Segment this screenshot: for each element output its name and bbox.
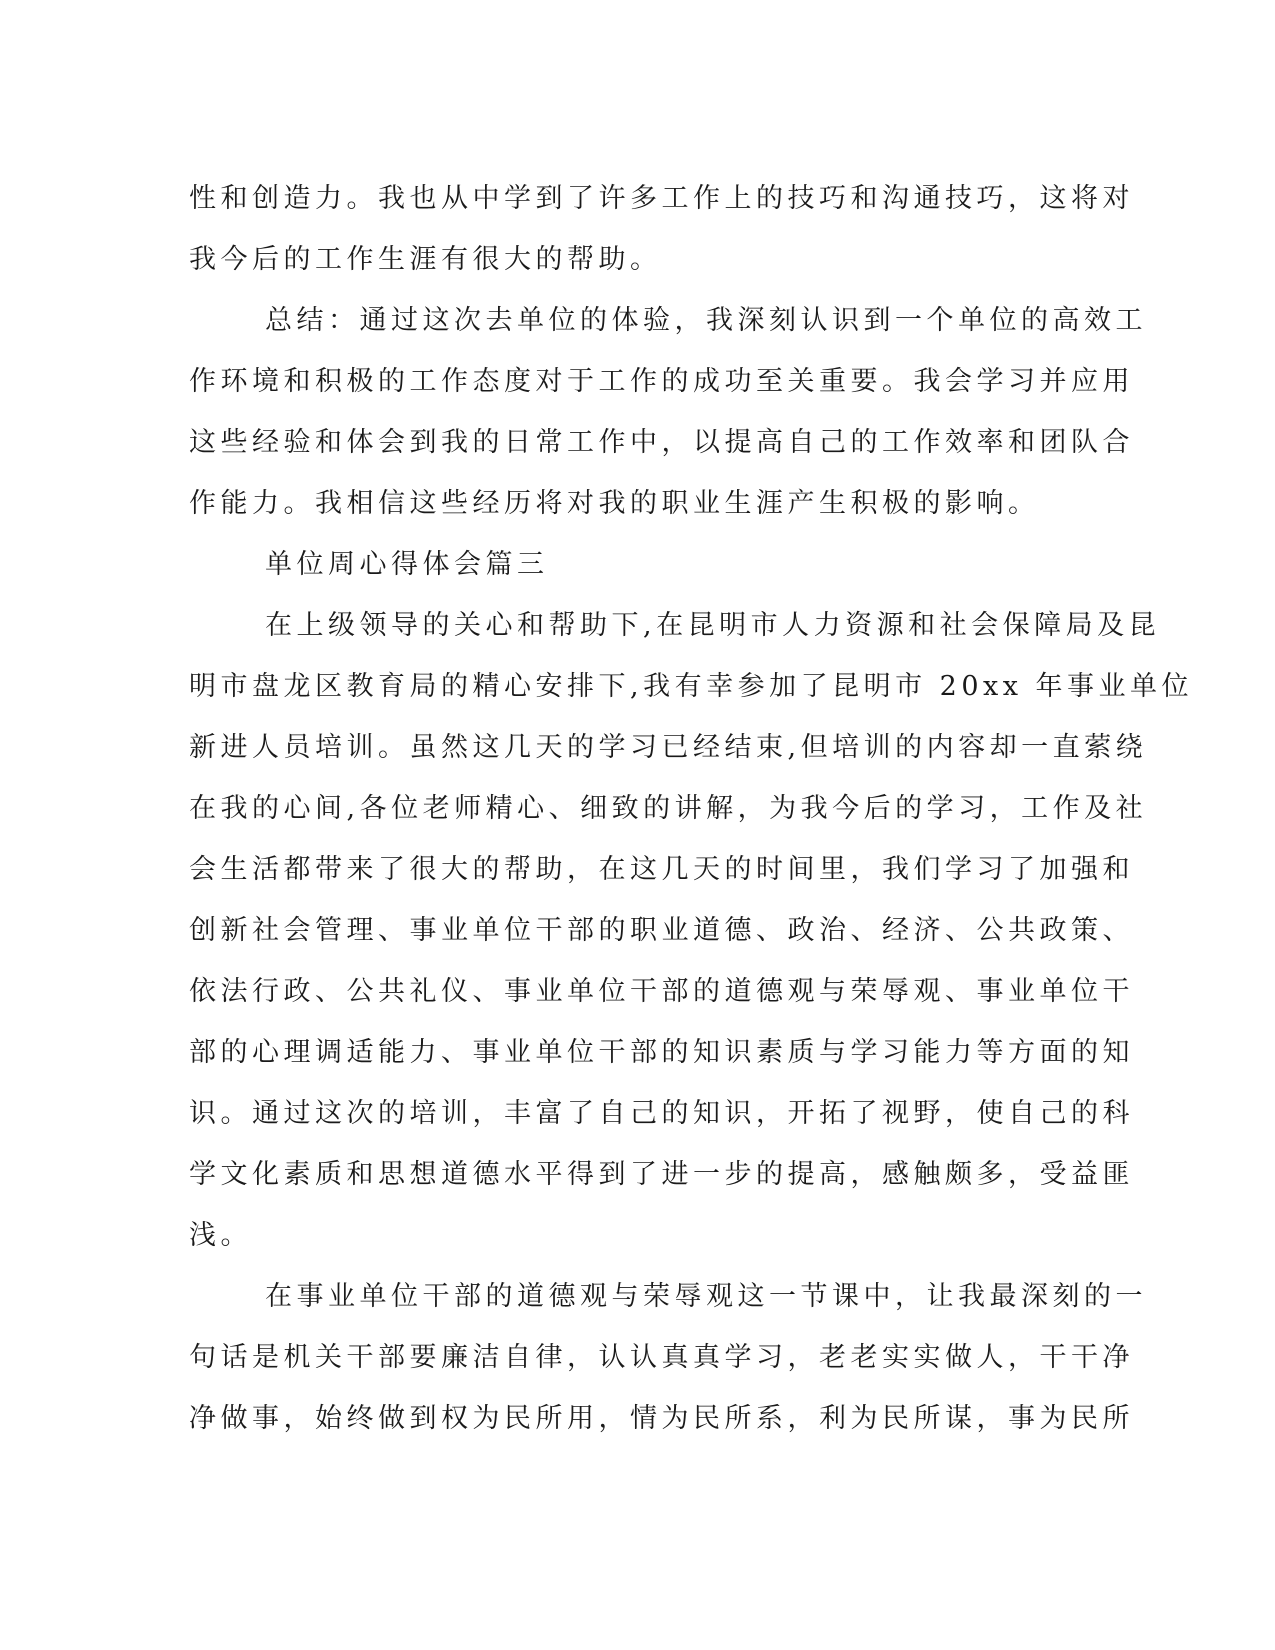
text-line: 作环境和积极的工作态度对于工作的成功至关重要。我会学习并应用: [189, 366, 1134, 397]
text-line: 学文化素质和思想道德水平得到了进一步的提高，感触颇多，受益匪: [189, 1159, 1134, 1190]
text-line: 句话是机关干部要廉洁自律，认认真真学习，老老实实做人，干干净: [189, 1342, 1134, 1373]
text-line: 识。通过这次的培训，丰富了自己的知识，开拓了视野，使自己的科: [189, 1098, 1134, 1129]
text-line: 净做事，始终做到权为民所用，情为民所系，利为民所谋，事为民所: [189, 1403, 1134, 1434]
document-body: [189, 168, 1194, 1449]
text-line: 新进人员培训。虽然这几天的学习已经结束,但培训的内容却一直萦绕: [189, 732, 1148, 763]
text-line: 总结：通过这次去单位的体验，我深刻认识到一个单位的高效工: [265, 305, 1147, 336]
text-line: 会生活都带来了很大的帮助，在这几天的时间里，我们学习了加强和: [189, 854, 1134, 885]
text-line: 在我的心间,各位老师精心、细致的讲解，为我今后的学习，工作及社: [189, 793, 1148, 824]
text-line: 明市盘龙区教育局的精心安排下,我有幸参加了昆明市 20xx 年事业单位: [189, 671, 1194, 702]
text-line: 浅。: [189, 1220, 252, 1251]
text-line: 依法行政、公共礼仪、事业单位干部的道德观与荣辱观、事业单位干: [189, 976, 1134, 1007]
text-line: 在上级领导的关心和帮助下,在昆明市人力资源和社会保障局及昆: [265, 610, 1161, 641]
text-line: 作能力。我相信这些经历将对我的职业生涯产生积极的影响。: [189, 488, 1040, 519]
text-line: 在事业单位干部的道德观与荣辱观这一节课中，让我最深刻的一: [265, 1281, 1147, 1312]
text-line: 我今后的工作生涯有很大的帮助。: [189, 244, 662, 275]
text-line: 这些经验和体会到我的日常工作中，以提高自己的工作效率和团队合: [189, 427, 1134, 458]
text-line: 部的心理调适能力、事业单位干部的知识素质与学习能力等方面的知: [189, 1037, 1134, 1068]
text-line: 性和创造力。我也从中学到了许多工作上的技巧和沟通技巧，这将对: [189, 183, 1134, 214]
section-heading: 单位周心得体会篇三: [265, 549, 549, 580]
text-line: 创新社会管理、事业单位干部的职业道德、政治、经济、公共政策、: [189, 915, 1134, 946]
